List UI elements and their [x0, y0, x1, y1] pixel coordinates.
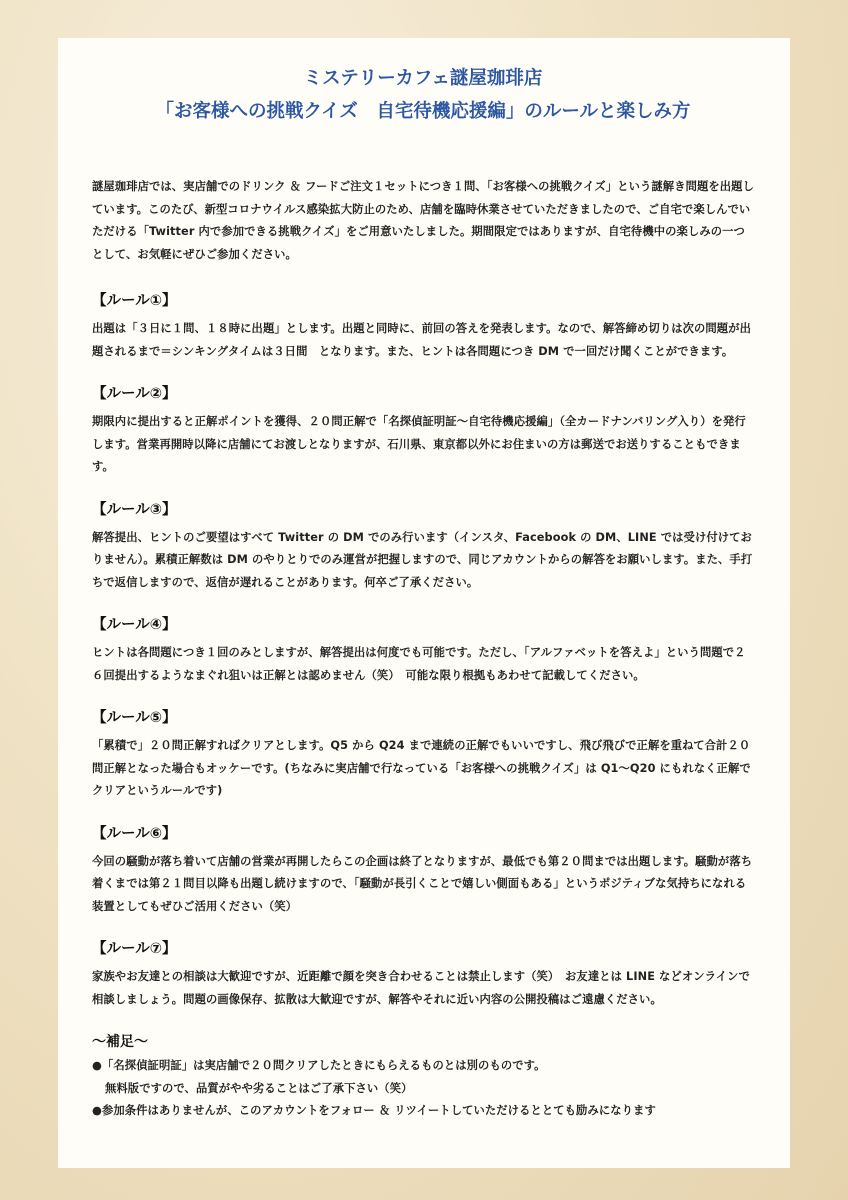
- rule-heading: 【ルール②】: [92, 386, 177, 402]
- rule-6: [92, 823, 754, 919]
- intro-paragraph: 謎屋珈琲店では、実店舗でのドリンク ＆ フードご注文１セットにつき１問、「お客様への挑戦クイズ」という謎解き問題を出題しています。このたび、新型コロナウイルス感染拡大防止のため、店舗を臨時休業させていただきましたので、ご自宅で楽しんでいただける「Twitter 内で参加できる挑戦クイズ」をご用意いたしました。期間限定ではありますが、自宅待機中の楽しみの一つとして、お気軽にぜひご参加ください。: [92, 180, 754, 261]
- rule-heading: 【ルール⑦】: [92, 941, 177, 957]
- title-line-2: 「お客様への挑戦クイズ 自宅待機応援編」のルールと楽しみ方: [155, 101, 691, 122]
- rule-3: [92, 499, 754, 595]
- rule-body: 解答提出、ヒントのご要望はすべて Twitter の DM でのみ行います（インスタ、Facebook の DM、LINE では受け付けておりません）。累積正解数は DM のやりとりでのみ運営が把握しますので、同じアカウントからの解答をお願いします。また、手打ちで返信しますので、返信が遅れることがあります。何卒ご了承ください。: [92, 530, 753, 589]
- rule-body: 出題は「３日に１問、１８時に出題」とします。出題と同時に、前回の答えを発表します。なので、解答締め切りは次の問題が出題されるまで＝シンキングタイムは３日間 となります。また、ヒントは各問題につき DM で一回だけ聞くことができます。: [92, 322, 751, 358]
- rule-2: [92, 383, 754, 479]
- supplement-line: ●参加条件はありませんが、このアカウントをフォロー ＆ リツイートしていただけるととても励みになります: [92, 1104, 656, 1117]
- rule-body: 今回の騒動が落ち着いて店舗の営業が再開したらこの企画は終了となりますが、最低でも第２０問までは出題します。騒動が落ち着くまでは第２１問目以降も出題し続けますので、「騒動が長引くことで嬉しい側面もある」というポジティブな気持ちになれる装置としてもぜひご活用ください（笑）: [92, 854, 753, 913]
- supplement-section: [92, 1031, 754, 1123]
- rule-body: 「累積で」２０問正解すればクリアとします。Q5 から Q24 まで連続の正解でもいいですし、飛び飛びで正解を重ねて合計２０問正解となった場合もオッケーです。(ちなみに実店舗で行なっている「お客様への挑戦クイズ」は Q1〜Q20 にもれなく正解でクリアというルールです): [92, 739, 751, 797]
- rule-body: 家族やお友達との相談は大歓迎ですが、近距離で顔を突き合わせることは禁止します（笑） お友達とは LINE などオンラインで相談しましょう。問題の画像保存、拡散は大歓迎ですが、解答やそれに近い内容の公開投稿はご遠慮ください。: [92, 970, 750, 1006]
- rule-body: 期限内に提出すると正解ポイントを獲得、２０問正解で「名探偵証明証〜自宅待機応援編」（全カードナンバリング入り）を発行します。営業再開時以降に店舗にてお渡しとなりますが、石川県、東京都以外にお住まいの方は郵送でお送りすることもできます。: [92, 415, 746, 473]
- rule-body: ヒントは各問題につき１回のみとしますが、解答提出は何度でも可能です。ただし、「アルファベットを答えよ」という問題で２６回提出するようなまぐれ狙いは正解とは認めません（笑） 可能な限り根拠もあわせて記載してください。: [92, 646, 746, 682]
- document-card: [58, 38, 790, 1168]
- rule-4: [92, 614, 754, 687]
- supplement-line: 無料版ですので、品質がやや劣ることはご了承下さい（笑）: [105, 1081, 413, 1095]
- title-line-1: ミステリーカフェ謎屋珈琲店: [303, 68, 543, 89]
- rule-7: [92, 938, 754, 1011]
- rule-heading: 【ルール④】: [92, 617, 177, 633]
- supplement-line: ●「名探偵証明証」は実店舗で２０問クリアしたときにもらえるものとは別のものです。: [92, 1059, 546, 1072]
- rule-1: [92, 290, 754, 363]
- rule-5: [92, 707, 754, 803]
- rule-heading: 【ルール⑤】: [92, 710, 177, 726]
- rule-heading: 【ルール③】: [92, 501, 177, 518]
- supplement-heading: 〜補足〜: [92, 1034, 148, 1050]
- rule-heading: 【ルール⑥】: [92, 825, 177, 842]
- rule-heading: 【ルール①】: [92, 293, 177, 309]
